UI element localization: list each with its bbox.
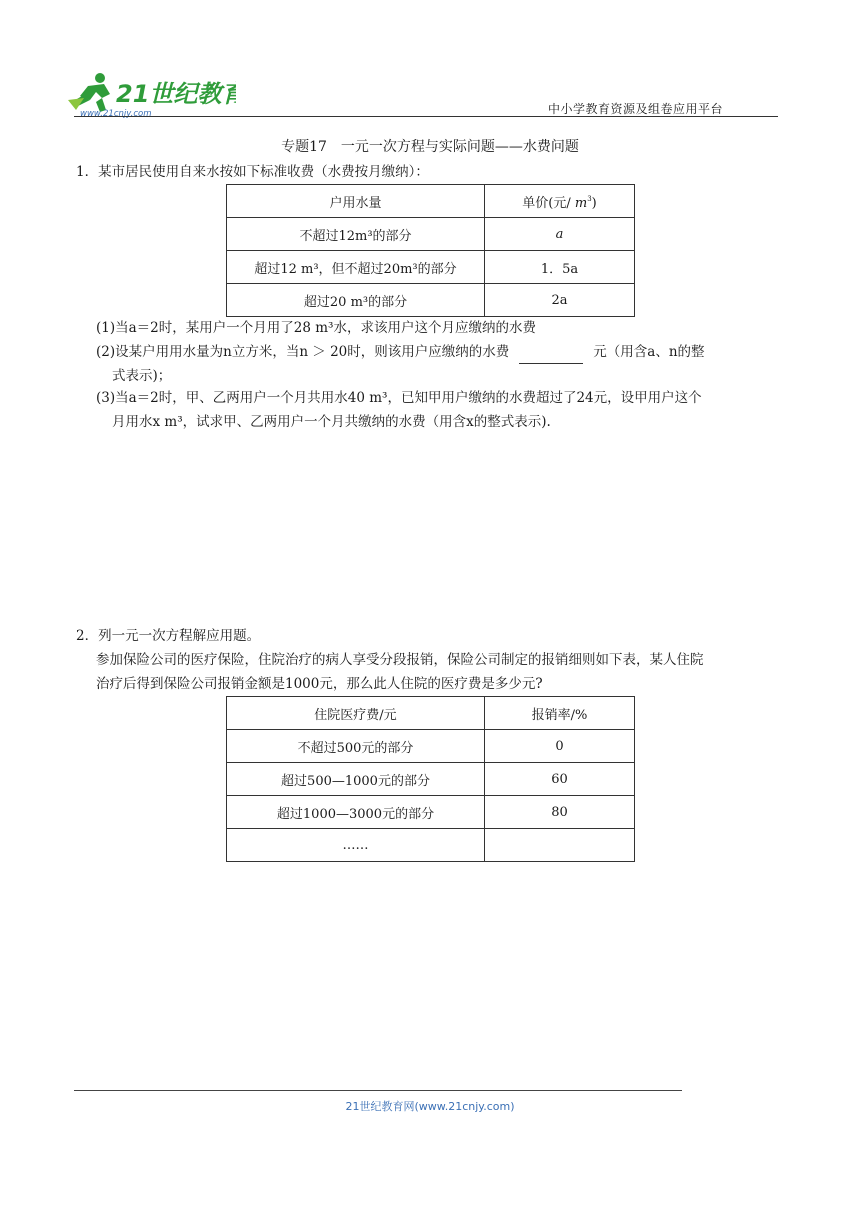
table-row: [227, 218, 635, 251]
row-2-rate: 60: [485, 763, 635, 796]
row-1-rate: 0: [485, 730, 635, 763]
question-1-part-3: (3)当a＝2时，甲、乙两用户一个月共用水40 m³，已知甲用户缴纳的水费超过了24元，设甲用户这个: [96, 390, 702, 406]
header-cell-rate: 报销率/%: [485, 697, 635, 730]
table-row: [227, 763, 635, 796]
header-cell-usage: 户用水量: [227, 185, 485, 218]
row-1-price: [485, 218, 635, 251]
row-4-rate: [485, 829, 635, 862]
row-3-usage: 超过20 m³的部分: [227, 284, 485, 317]
row-3-fee: 超过1000—3000元的部分: [227, 796, 485, 829]
price-head-unit: m: [574, 195, 588, 211]
footer-link[interactable]: 21世纪教育网(www.21cnjy.com): [345, 1100, 515, 1113]
price-head-pre: 单价(元/: [522, 195, 575, 211]
question-1-part-1: (1)当a＝2时，某用户一个月用了28 m³水，求该用户这个月应缴纳的水费: [96, 320, 536, 336]
header-cell-price: 单价(元/ $m^3$): [485, 185, 635, 218]
row-1-price-value: a: [555, 226, 564, 242]
part-2-text-cont: 元（用含a、n的整: [593, 344, 705, 360]
header-cell-fee: 住院医疗费/元: [227, 697, 485, 730]
answer-blank[interactable]: [519, 349, 583, 364]
table-row: [227, 284, 635, 317]
platform-name: 中小学教育资源及组卷应用平台: [548, 102, 724, 116]
logo-url: www.21cnjy.com: [80, 109, 152, 119]
table-row: [227, 730, 635, 763]
question-2-stem: 2．列一元一次方程解应用题。: [76, 628, 261, 644]
row-1-usage: 不超过12m³的部分: [227, 218, 485, 251]
question-2-line-2: 治疗后得到保险公司报销金额是1000元，那么此人住院的医疗费是多少元?: [96, 676, 543, 692]
logo-text: 21世纪教育: [116, 80, 236, 108]
table-header-row: [227, 697, 635, 730]
row-2-price: 1．5a: [485, 251, 635, 284]
row-4-fee: ……: [227, 829, 485, 862]
question-1-part-2-cont: 式表示)；: [112, 368, 172, 384]
row-2-usage: 超过12 m³，但不超过20m³的部分: [227, 251, 485, 284]
question-1-stem: 1．某市居民使用自来水按如下标准收费（水费按月缴纳）：: [76, 164, 429, 180]
row-1-fee: 不超过500元的部分: [227, 730, 485, 763]
row-2-fee: 超过500—1000元的部分: [227, 763, 485, 796]
table-row: [227, 796, 635, 829]
footer-divider: [74, 1090, 682, 1091]
water-price-table: [226, 184, 635, 317]
question-1-part-3-cont: 月用水x m³，试求甲、乙两用户一个月共缴纳的水费（用含x的整式表示).: [112, 414, 551, 430]
site-logo: [66, 70, 236, 120]
header-divider: [74, 116, 778, 117]
table-header-row: [227, 185, 635, 218]
part-2-text: (2)设某户用用水量为n立方米，当n ＞ 20时，则该用户应缴纳的水费: [96, 344, 510, 360]
question-2-line-1: 参加保险公司的医疗保险，住院治疗的病人享受分段报销，保险公司制定的报销细则如下表，某人住院: [96, 652, 704, 668]
row-3-rate: 80: [485, 796, 635, 829]
document-title: 专题17 一元一次方程与实际问题——水费问题: [281, 139, 579, 155]
insurance-table: [226, 696, 635, 862]
price-head-post: ): [591, 195, 597, 211]
table-row: [227, 251, 635, 284]
question-1-part-2: [96, 340, 786, 364]
table-row: [227, 829, 635, 862]
row-3-price: 2a: [485, 284, 635, 317]
